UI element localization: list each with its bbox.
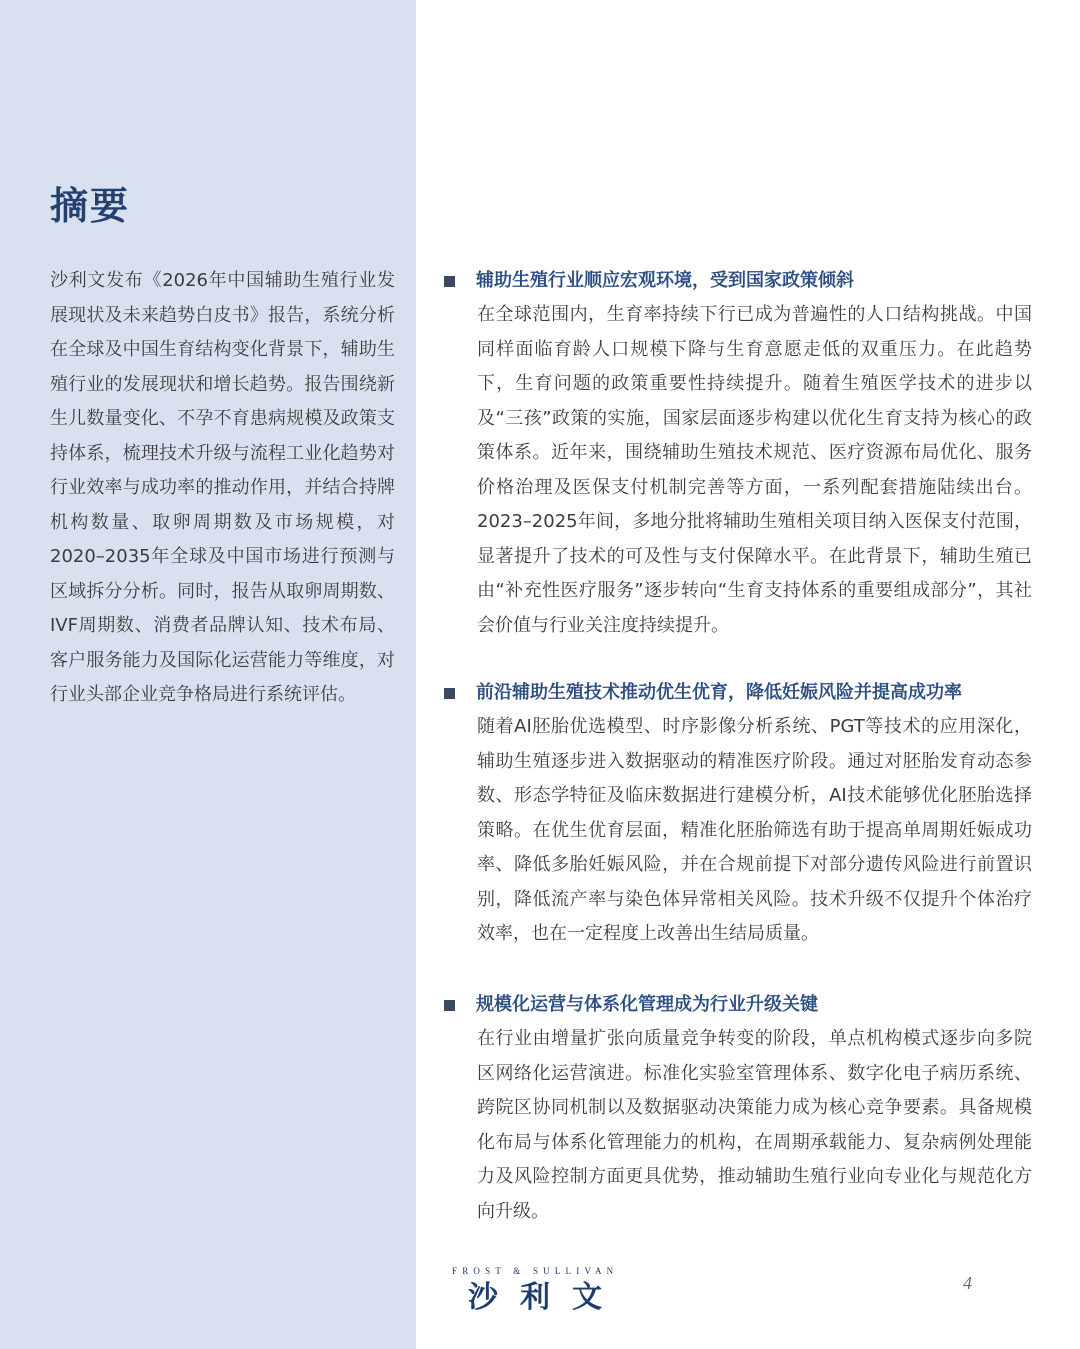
square-bullet-icon bbox=[444, 1000, 455, 1011]
section-heading bbox=[444, 264, 1036, 298]
section-technology bbox=[444, 676, 1036, 952]
section-heading bbox=[444, 988, 1036, 1022]
section-heading-text: 前沿辅助生殖技术推动优生优育，降低妊娠风险并提高成功率 bbox=[476, 682, 962, 703]
logo-chinese-text: 沙利文 bbox=[468, 1280, 624, 1315]
frost-sullivan-logo bbox=[452, 1266, 632, 1316]
page-title: 摘要 bbox=[50, 184, 131, 228]
section-body: 随着AI胚胎优选模型、时序影像分析系统、PGT等技术的应用深化，辅助生殖逐步进入数据驱动的精准医疗阶段。通过对胚胎发育动态参数、形态学特征及临床数据进行建模分析，AI技术能够优化胚胎选择策略。在优生优育层面，精准化胚胎筛选有助于提高单周期妊娠成功率、降低多胎妊娠风险，并在合规前提下对部分遗传风险进行前置识别，降低流产率与染色体异常相关风险。技术升级不仅提升个体治疗效率，也在一定程度上改善出生结局质量。 bbox=[477, 716, 1032, 944]
section-body: 在全球范围内，生育率持续下行已成为普遍性的人口结构挑战。中国同样面临育龄人口规模下降与生育意愿走低的双重压力。在此趋势下，生育问题的政策重要性持续提升。随着生殖医学技术的进步以及“三孩”政策的实施，国家层面逐步构建以优化生育支持为核心的政策体系。近年来，围绕辅助生殖技术规范、医疗资源布局优化、服务价格治理及医保支付机制完善等方面，一系列配套措施陆续出台。2023–2025年间，多地分批将辅助生殖相关项目纳入医保支付范围，显著提升了技术的可及性与支付保障水平。在此背景下，辅助生殖已由“补充性医疗服务”逐步转向“生育支持体系的重要组成部分”，其社会价值与行业关注度持续提升。 bbox=[477, 304, 1032, 636]
section-operations bbox=[444, 988, 1036, 1229]
square-bullet-icon bbox=[444, 276, 455, 287]
logo-english-text: FROST & SULLIVAN bbox=[452, 1266, 619, 1276]
section-policy bbox=[444, 264, 1036, 643]
page-number: 4 bbox=[963, 1273, 972, 1293]
section-heading-text: 辅助生殖行业顺应宏观环境，受到国家政策倾斜 bbox=[476, 270, 854, 291]
section-heading bbox=[444, 676, 1036, 710]
square-bullet-icon bbox=[444, 688, 455, 699]
section-body: 在行业由增量扩张向质量竞争转变的阶段，单点机构模式逐步向多院区网络化运营演进。标准化实验室管理体系、数字化电子病历系统、跨院区协同机制以及数据驱动决策能力成为核心竞争要素。具备规模化布局与体系化管理能力的机构，在周期承载能力、复杂病例处理能力及风险控制方面更具优势，推动辅助生殖行业向专业化与规范化方向升级。 bbox=[477, 1028, 1032, 1222]
abstract-paragraph: 沙利文发布《2026年中国辅助生殖行业发展现状及未来趋势白皮书》报告，系统分析在全球及中国生育结构变化背景下，辅助生殖行业的发展现状和增长趋势。报告围绕新生儿数量变化、不孕不育患病规模及政策支持体系，梳理技术升级与流程工业化趋势对行业效率与成功率的推动作用，并结合持牌机构数量、取卵周期数及市场规模，对2020–2035年全球及中国市场进行预测与区域拆分分析。同时，报告从取卵周期数、IVF周期数、消费者品牌认知、技术布局、客户服务能力及国际化运营能力等维度，对行业头部企业竞争格局进行系统评估。 bbox=[50, 270, 395, 705]
section-heading-text: 规模化运营与体系化管理成为行业升级关键 bbox=[476, 994, 818, 1015]
